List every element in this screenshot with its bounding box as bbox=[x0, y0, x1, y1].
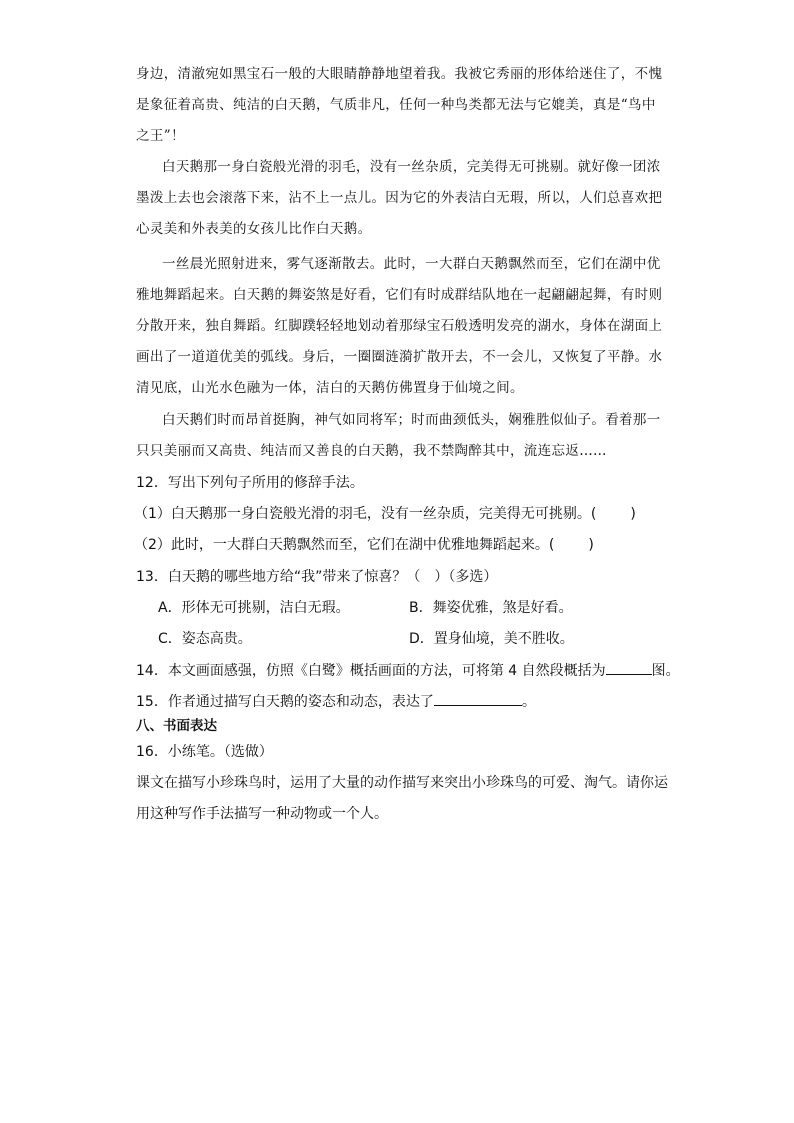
option-a[interactable]: A．形体无可挑剔，洁白无瑕。 bbox=[158, 600, 350, 616]
question-suffix: 。 bbox=[521, 694, 536, 710]
passage-line: 墨泼上去也会滚落下来，沾不上一点儿。因为它的外表洁白无瑕，所以，人们总喜欢把 bbox=[136, 190, 663, 206]
passage-line: 清见底，山光水色融为一体，洁白的天鹅仿佛置身于仙境之间。 bbox=[136, 380, 524, 396]
sentence-text: （2）此时，一大群白天鹅飘然而至，它们在湖中优雅地舞蹈起来。( bbox=[134, 537, 555, 553]
option-d[interactable]: D．置身仙境，美不胜收。 bbox=[409, 631, 574, 647]
passage-line: 之王”！ bbox=[136, 128, 185, 144]
passage-line: 只只美丽而又高贵、纯洁而又善良的白天鹅，我不禁陶醉其中，流连忘返…… bbox=[136, 443, 607, 459]
passage-line: 白天鹅那一身白瓷般光滑的羽毛，没有一丝杂质，完美得无可挑剔。就好像一团浓 bbox=[162, 159, 661, 175]
passage-line: 一丝晨光照射进来，雾气逐渐散去。此时，一大群白天鹅飘然而至，它们在湖中优 bbox=[162, 256, 661, 272]
paren-close: ) bbox=[630, 506, 636, 522]
sentence-text: （1）白天鹅那一身白瓷般光滑的羽毛，没有一丝杂质，完美得无可挑剔。( bbox=[134, 506, 597, 522]
passage-line: 心灵美和外表美的女孩儿比作白天鹅。 bbox=[136, 221, 372, 237]
paren-close: ) bbox=[588, 537, 594, 553]
section-heading: 八、书面表达 bbox=[136, 718, 217, 734]
passage-line: 白天鹅们时而昂首挺胸，神气如同将军；时而曲颈低头，娴雅胜似仙子。看着那一 bbox=[162, 412, 661, 428]
passage-line: 分散开来，独自舞蹈。红脚蹼轻轻地划动着那绿宝石般透明发亮的湖水，身体在湖面上 bbox=[136, 318, 663, 334]
question-title: 12．写出下列句子所用的修辞手法。 bbox=[136, 475, 364, 491]
sentence-1 bbox=[134, 504, 636, 524]
question-text: 14．本文画面感强，仿照《白鹭》概括画面的方法，可将第 4 自然段概括为 bbox=[136, 663, 606, 679]
question-suffix: 图。 bbox=[651, 663, 680, 679]
passage-line: 身边，清澈宛如黑宝石一般的大眼睛静静地望着我。我被它秀丽的形体给迷住了，不愧 bbox=[136, 66, 663, 82]
fill-blank[interactable] bbox=[434, 691, 522, 706]
question-15 bbox=[136, 691, 536, 712]
passage-line: 是象征着高贵、纯洁的白天鹅，气质非凡，任何一种鸟类都无法与它媲美，真是“鸟中 bbox=[136, 97, 656, 113]
option-b[interactable]: B．舞姿优雅，煞是好看。 bbox=[409, 600, 573, 616]
passage-line: 雅地舞蹈起来。白天鹅的舞姿煞是好看，它们有时成群结队地在一起翩翩起舞，有时则 bbox=[136, 287, 663, 303]
sentence-2 bbox=[134, 535, 594, 555]
question-title: 13．白天鹅的哪些地方给“我”带来了惊喜？（ ）（多选） bbox=[136, 569, 498, 585]
question-14 bbox=[136, 660, 680, 681]
passage-line: 画出了一道道优美的弧线。身后，一圈圈涟漪扩散开去，不一会儿，又恢复了平静。水 bbox=[136, 349, 663, 365]
fill-blank[interactable] bbox=[606, 660, 652, 675]
question-text: 15．作者通过描写白天鹅的姿态和动态，表达了 bbox=[136, 694, 434, 710]
option-c[interactable]: C．姿态高贵。 bbox=[158, 631, 252, 647]
question-16: 16．小练笔。（选做） bbox=[136, 744, 273, 760]
writing-prompt-line: 用这种写作手法描写一种动物或一个人。 bbox=[136, 806, 388, 822]
writing-prompt-line: 课文在描写小珍珠鸟时，运用了大量的动作描写来突出小珍珠鸟的可爱、淘气。请你运 bbox=[136, 775, 668, 791]
